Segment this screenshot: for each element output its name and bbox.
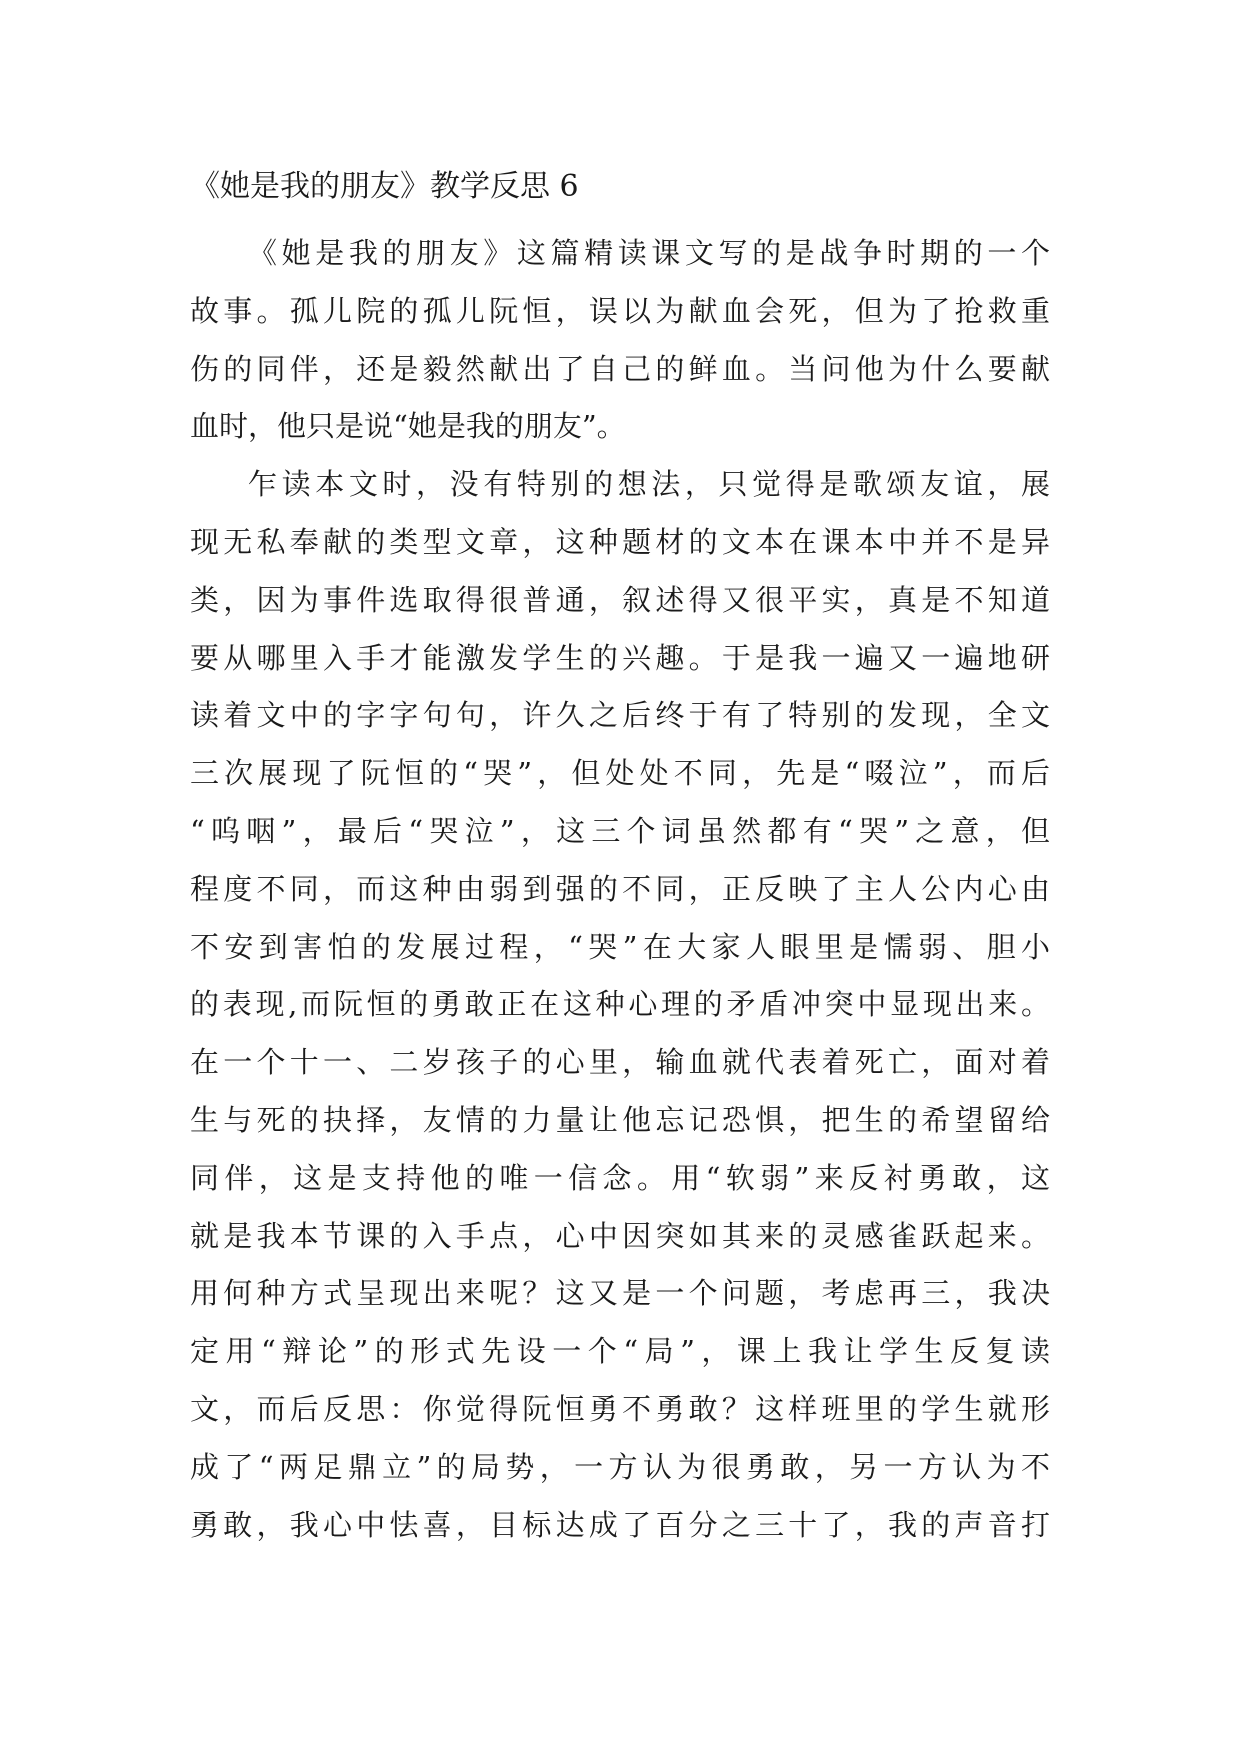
text-line: 成了“两足鼎立”的局势，一方认为很勇敢，另一方认为不 bbox=[190, 1449, 1050, 1484]
paragraph-1 bbox=[190, 225, 1050, 456]
text-line: 《她是我的朋友》这篇精读课文写的是战争时期的一个 bbox=[248, 236, 1050, 270]
text-line: 的表现,而阮恒的勇敢正在这种心理的矛盾冲突中显现出来。 bbox=[190, 987, 1050, 1022]
text-line: 同伴，这是支持他的唯一信念。用“软弱”来反衬勇敢，这 bbox=[190, 1160, 1050, 1195]
text-line: 血时，他只是说“她是我的朋友”。 bbox=[190, 409, 626, 444]
text-line: 定用“辩论”的形式先设一个“局”，课上我让学生反复读 bbox=[190, 1334, 1050, 1369]
text-line: 生与死的抉择，友情的力量让他忘记恐惧，把生的希望留给 bbox=[190, 1102, 1050, 1137]
paragraph-2 bbox=[190, 456, 1050, 1554]
text-line: 文，而后反思：你觉得阮恒勇不勇敢？这样班里的学生就形 bbox=[190, 1391, 1050, 1426]
document-body bbox=[190, 167, 1050, 1554]
text-line: 程度不同，而这种由弱到强的不同，正反映了主人公内心由 bbox=[190, 871, 1050, 906]
text-line: 用何种方式呈现出来呢？这又是一个问题，考虑再三，我决 bbox=[190, 1276, 1050, 1311]
document-title: 《她是我的朋友》教学反思 6 bbox=[190, 169, 579, 204]
text-line: 勇敢，我心中怯喜，目标达成了百分之三十了，我的声音打 bbox=[190, 1507, 1050, 1542]
text-line: 三次展现了阮恒的“哭”，但处处不同，先是“啜泣”，而后 bbox=[190, 756, 1050, 791]
text-line: 乍读本文时，没有特别的想法，只觉得是歌颂友谊，展 bbox=[248, 467, 1050, 502]
text-line: 不安到害怕的发展过程，“哭”在大家人眼里是懦弱、胆小 bbox=[190, 929, 1050, 964]
text-line: 故事。孤儿院的孤儿阮恒，误以为献血会死，但为了抢救重 bbox=[190, 293, 1050, 328]
text-line: 要从哪里入手才能激发学生的兴趣。于是我一遍又一遍地研 bbox=[190, 640, 1050, 675]
text-line: 在一个十一、二岁孩子的心里，输血就代表着死亡，面对着 bbox=[190, 1045, 1050, 1080]
text-line: 伤的同伴，还是毅然献出了自己的鲜血。当问他为什么要献 bbox=[190, 351, 1050, 386]
text-line: 就是我本节课的入手点，心中因突如其来的灵感雀跃起来。 bbox=[190, 1218, 1050, 1253]
text-line: “呜咽”，最后“哭泣”，这三个词虽然都有“哭”之意，但 bbox=[190, 813, 1050, 848]
text-line: 类，因为事件选取得很普通，叙述得又很平实，真是不知道 bbox=[190, 582, 1050, 617]
text-line: 读着文中的字字句句，许久之后终于有了特别的发现，全文 bbox=[190, 698, 1050, 733]
text-line: 现无私奉献的类型文章，这种题材的文本在课本中并不是异 bbox=[190, 524, 1050, 559]
